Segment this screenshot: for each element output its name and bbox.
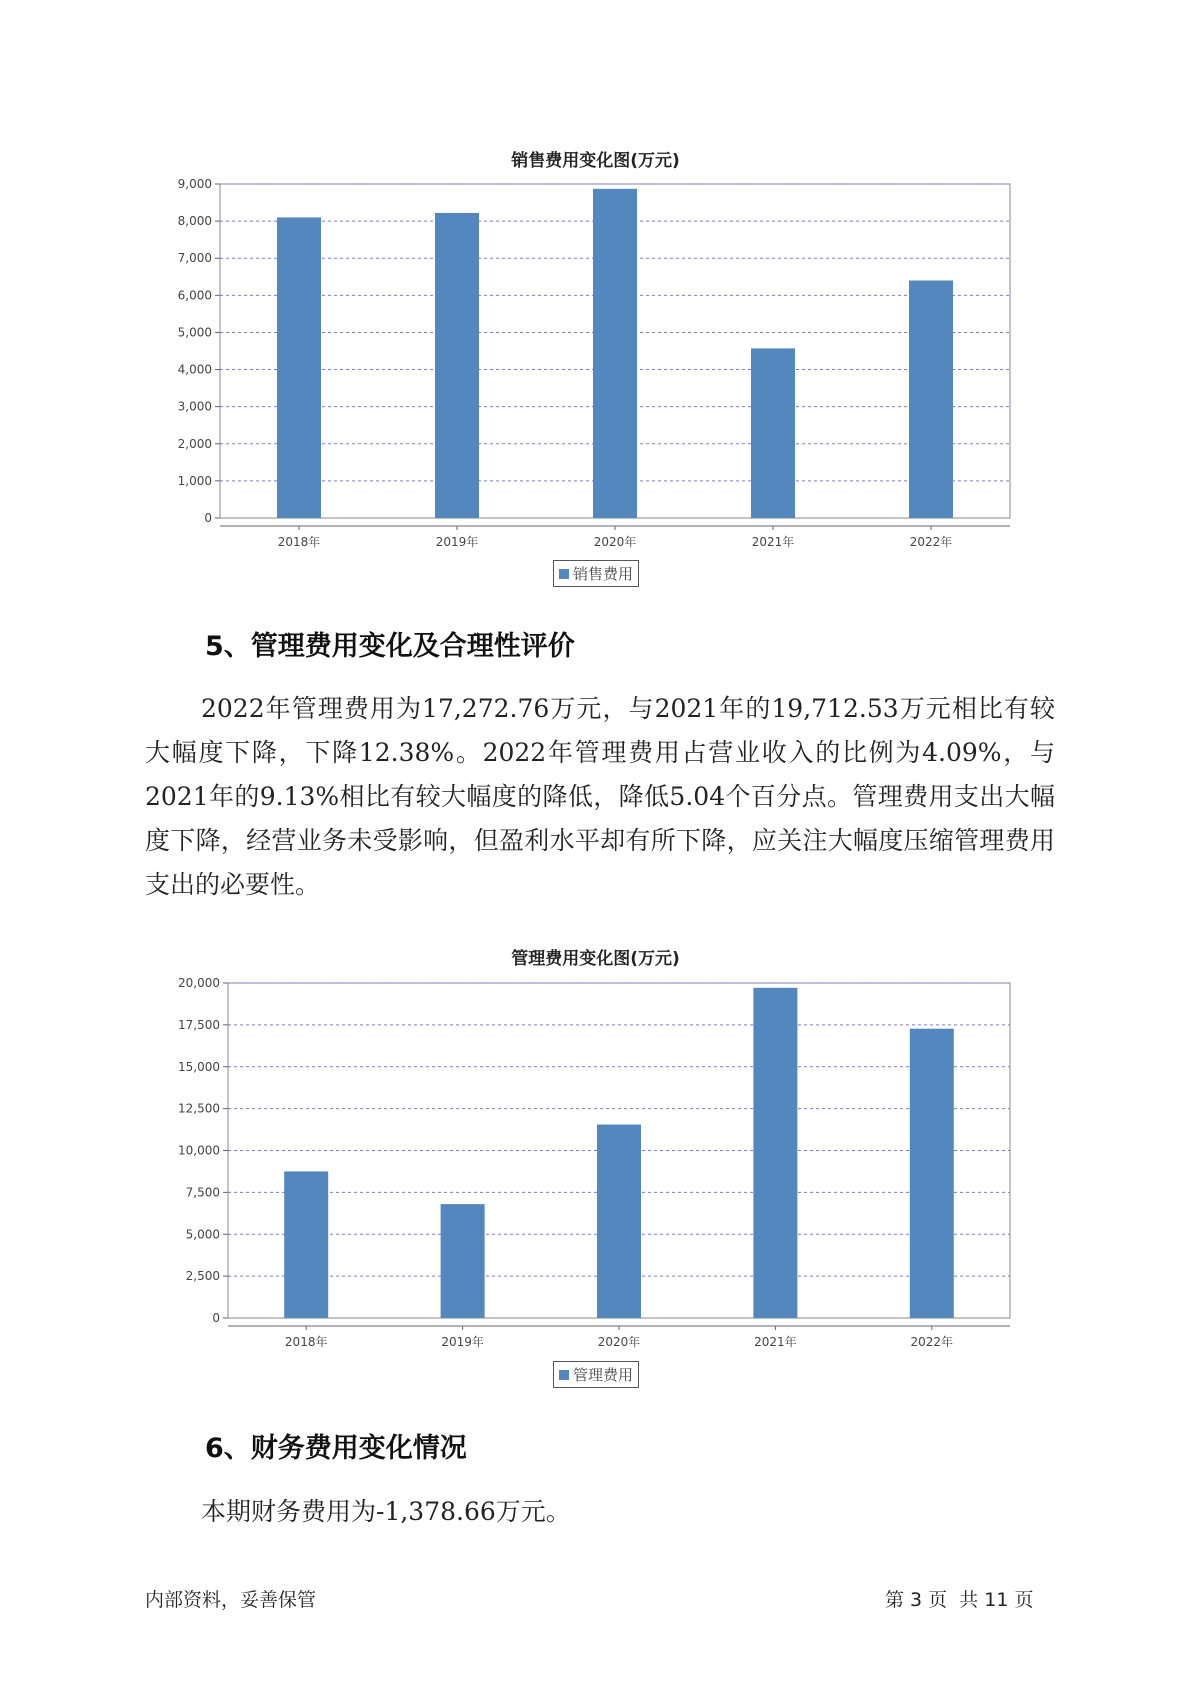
bar-2019年 (441, 1204, 485, 1318)
y-tick-label: 17,500 (178, 1017, 220, 1032)
x-tick-label: 2022年 (910, 1335, 954, 1349)
y-tick-label: 4,000 (177, 362, 212, 377)
y-tick-label: 2,500 (185, 1269, 220, 1284)
y-tick-label: 20,000 (178, 976, 220, 990)
footer-page-number: 第 3 页 共 11 页 (885, 1589, 1034, 1611)
y-tick-label: 5,000 (177, 325, 212, 340)
chart-2-legend (553, 1361, 639, 1388)
y-tick-label: 7,000 (177, 251, 212, 266)
y-tick-label: 6,000 (177, 288, 212, 303)
chart-2-title: 管理费用变化图(万元) (511, 949, 680, 969)
section-6-heading: 6、财务费用变化情况 (205, 1433, 467, 1464)
x-tick-label: 2022年 (909, 535, 953, 549)
bar-2021年 (753, 988, 797, 1318)
bar-2018年 (284, 1171, 328, 1318)
x-tick-label: 2018年 (277, 535, 321, 549)
chart-1-title: 销售费用变化图(万元) (511, 151, 680, 171)
y-tick-label: 1,000 (177, 473, 212, 488)
section-6-paragraph: 本期财务费用为-1,378.66万元。 (201, 1497, 571, 1526)
y-tick-label: 15,000 (178, 1059, 220, 1074)
y-tick-label: 9,000 (177, 177, 212, 191)
x-tick-label: 2018年 (284, 1335, 328, 1349)
y-tick-label: 2,000 (177, 436, 212, 451)
y-tick-label: 3,000 (177, 399, 212, 414)
x-tick-label: 2021年 (754, 1335, 797, 1349)
y-tick-label: 5,000 (185, 1227, 220, 1242)
section-5-paragraph: 2022年管理费用为17,272.76万元，与2021年的19,712.53万元相比有较大幅度下降，下降12.38%。2022年管理费用占营业收入的比例为4.09%，与2021年的9.13%相比有较大幅度的降低，降低5.04个百分点。管理费用支出大幅度下降，经营业务未受影响，但盈利水平却有所下降，应关注大幅度压缩管理费用支出的必要性。 (145, 694, 1055, 899)
x-tick-label: 2020年 (597, 1335, 641, 1349)
y-tick-label: 8,000 (177, 214, 212, 229)
y-tick-label: 7,500 (185, 1185, 220, 1200)
x-tick-label: 2019年 (435, 535, 479, 549)
bar-2020年 (597, 1125, 641, 1318)
chart-2-legend-label: 管理费用 (573, 1366, 634, 1384)
y-tick-label: 0 (204, 511, 212, 525)
y-tick-label: 0 (212, 1311, 220, 1325)
y-tick-label: 10,000 (178, 1143, 220, 1158)
legend-swatch (559, 1370, 569, 1380)
bar-2022年 (910, 1029, 954, 1318)
section-5-heading: 5、管理费用变化及合理性评价 (205, 631, 575, 662)
x-tick-label: 2021年 (751, 535, 795, 549)
y-tick-label: 12,500 (178, 1101, 220, 1116)
footer-confidential: 内部资料，妥善保管 (145, 1589, 317, 1611)
chart-1-legend-label: 销售费用 (573, 565, 634, 583)
x-tick-label: 2020年 (593, 535, 637, 549)
x-tick-label: 2019年 (441, 1335, 484, 1349)
